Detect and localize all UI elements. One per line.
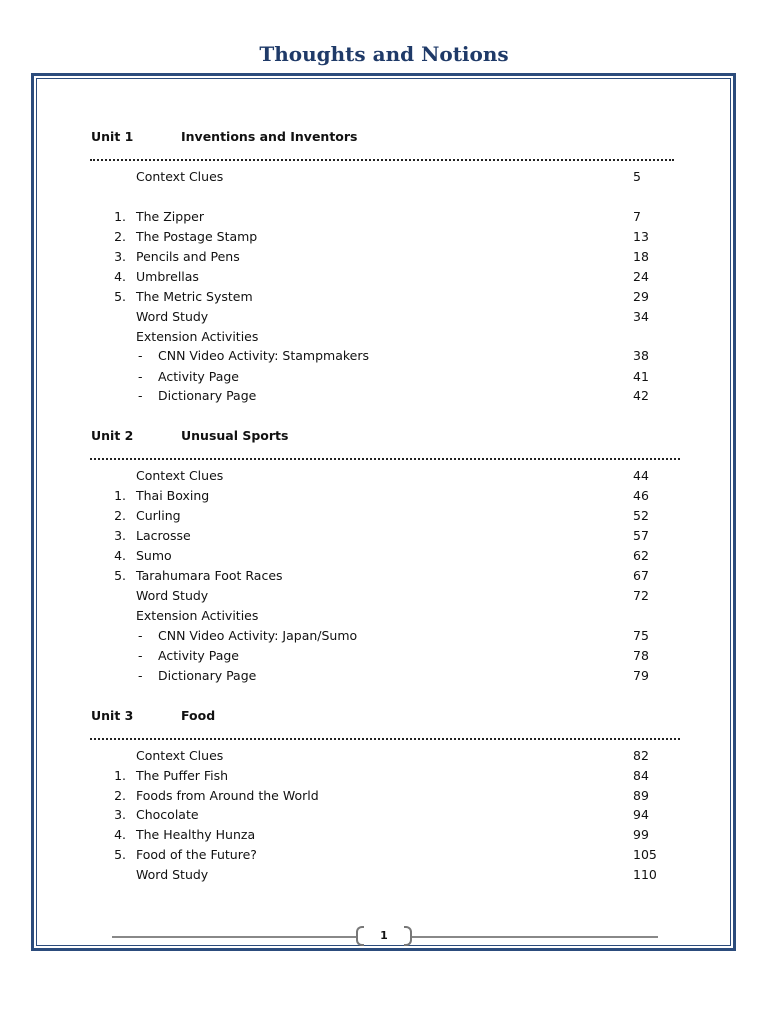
entry-number: 4. — [114, 548, 126, 563]
entry-number: 4. — [114, 269, 126, 284]
toc-entry-page: 110 — [633, 867, 657, 882]
dotted-divider — [90, 730, 680, 740]
entry-number: 2. — [114, 788, 126, 803]
toc-entry-title: CNN Video Activity: Stampmakers — [158, 348, 369, 363]
toc-entry-page: 29 — [633, 289, 649, 304]
toc-entry-page: 13 — [633, 229, 649, 244]
toc-entry-page: 89 — [633, 788, 649, 803]
toc-entry-title: Activity Page — [158, 369, 239, 384]
toc-entry-title: Context Clues — [136, 748, 224, 763]
toc-entry-page: 44 — [633, 468, 649, 483]
toc-entry-title: Word Study — [136, 588, 209, 603]
toc-entry-title: Umbrellas — [136, 269, 199, 284]
toc-entry-page: 5 — [633, 169, 641, 184]
toc-entry-page: 57 — [633, 528, 649, 543]
entry-number: 1. — [114, 209, 126, 224]
toc-entry-page: 41 — [633, 369, 649, 384]
toc-entry-page: 52 — [633, 508, 649, 523]
page-number: 1 — [380, 929, 388, 942]
toc-entry-title: Word Study — [136, 309, 209, 324]
toc-entry-title: Lacrosse — [136, 528, 191, 543]
unit-label: Unit 2 — [91, 428, 134, 443]
toc-entry-page: 24 — [633, 269, 649, 284]
toc-entry-page: 62 — [633, 548, 649, 563]
entry-number: 4. — [114, 827, 126, 842]
footer-rule-left — [112, 936, 358, 938]
entry-number: 1. — [114, 768, 126, 783]
dotted-divider — [90, 151, 674, 161]
toc-entry-title: Food of the Future? — [136, 847, 257, 862]
toc-entry-page: 34 — [633, 309, 649, 324]
entry-number: 5. — [114, 847, 126, 862]
entry-bullet: - — [138, 628, 143, 643]
toc-entry-page: 18 — [633, 249, 649, 264]
page-number-box — [356, 926, 412, 948]
toc-entry-page: 42 — [633, 388, 649, 403]
toc-entry-title: Foods from Around the World — [136, 788, 319, 803]
unit-label: Unit 1 — [91, 129, 134, 144]
toc-entry-title: Extension Activities — [136, 608, 259, 623]
toc-entry-title: The Metric System — [136, 289, 253, 304]
toc-entry-page: 67 — [633, 568, 649, 583]
unit-title: Inventions and Inventors — [181, 129, 358, 144]
toc-entry-title: Word Study — [136, 867, 209, 882]
toc-entry-page: 75 — [633, 628, 649, 643]
entry-bullet: - — [138, 668, 143, 683]
toc-entry-title: Dictionary Page — [158, 388, 257, 403]
entry-bullet: - — [138, 369, 143, 384]
toc-entry-page: 46 — [633, 488, 649, 503]
toc-entry-title: The Healthy Hunza — [136, 827, 256, 842]
toc-entry-title: Thai Boxing — [136, 488, 210, 503]
unit-label: Unit 3 — [91, 708, 134, 723]
toc-entry-title: Context Clues — [136, 468, 224, 483]
toc-entry-title: Activity Page — [158, 648, 239, 663]
toc-entry-page: 84 — [633, 768, 649, 783]
toc-entry-title: Extension Activities — [136, 329, 259, 344]
entry-number: 2. — [114, 508, 126, 523]
toc-entry-title: Context Clues — [136, 169, 224, 184]
entry-bullet: - — [138, 348, 143, 363]
toc-entry-title: Sumo — [136, 548, 172, 563]
toc-entry-title: Pencils and Pens — [136, 249, 240, 264]
entry-bullet: - — [138, 388, 143, 403]
toc-entry-page: 105 — [633, 847, 657, 862]
unit-title: Food — [181, 708, 216, 723]
toc-entry-page: 7 — [633, 209, 641, 224]
toc-entry-page: 78 — [633, 648, 649, 663]
dotted-divider — [90, 450, 680, 460]
entry-bullet: - — [138, 648, 143, 663]
entry-number: 2. — [114, 229, 126, 244]
entry-number: 5. — [114, 568, 126, 583]
toc-entry-page: 99 — [633, 827, 649, 842]
entry-number: 3. — [114, 807, 126, 822]
toc-entry-page: 79 — [633, 668, 649, 683]
toc-entry-title: The Puffer Fish — [136, 768, 229, 783]
unit-title: Unusual Sports — [181, 428, 289, 443]
toc-entry-title: The Postage Stamp — [136, 229, 258, 244]
toc-entry-title: Chocolate — [136, 807, 199, 822]
toc-entry-title: Curling — [136, 508, 181, 523]
toc-entry-page: 94 — [633, 807, 649, 822]
entry-number: 5. — [114, 289, 126, 304]
toc-entry-page: 38 — [633, 348, 649, 363]
toc-entry-title: The Zipper — [136, 209, 204, 224]
entry-number: 1. — [114, 488, 126, 503]
toc-entry-title: Tarahumara Foot Races — [136, 568, 283, 583]
entry-number: 3. — [114, 528, 126, 543]
entry-number: 3. — [114, 249, 126, 264]
toc-entry-page: 72 — [633, 588, 649, 603]
toc-entry-title: Dictionary Page — [158, 668, 257, 683]
toc-entry-title: CNN Video Activity: Japan/Sumo — [158, 628, 358, 643]
toc-entry-page: 82 — [633, 748, 649, 763]
page-title: Thoughts and Notions — [259, 42, 509, 66]
footer-rule-right — [410, 936, 658, 938]
